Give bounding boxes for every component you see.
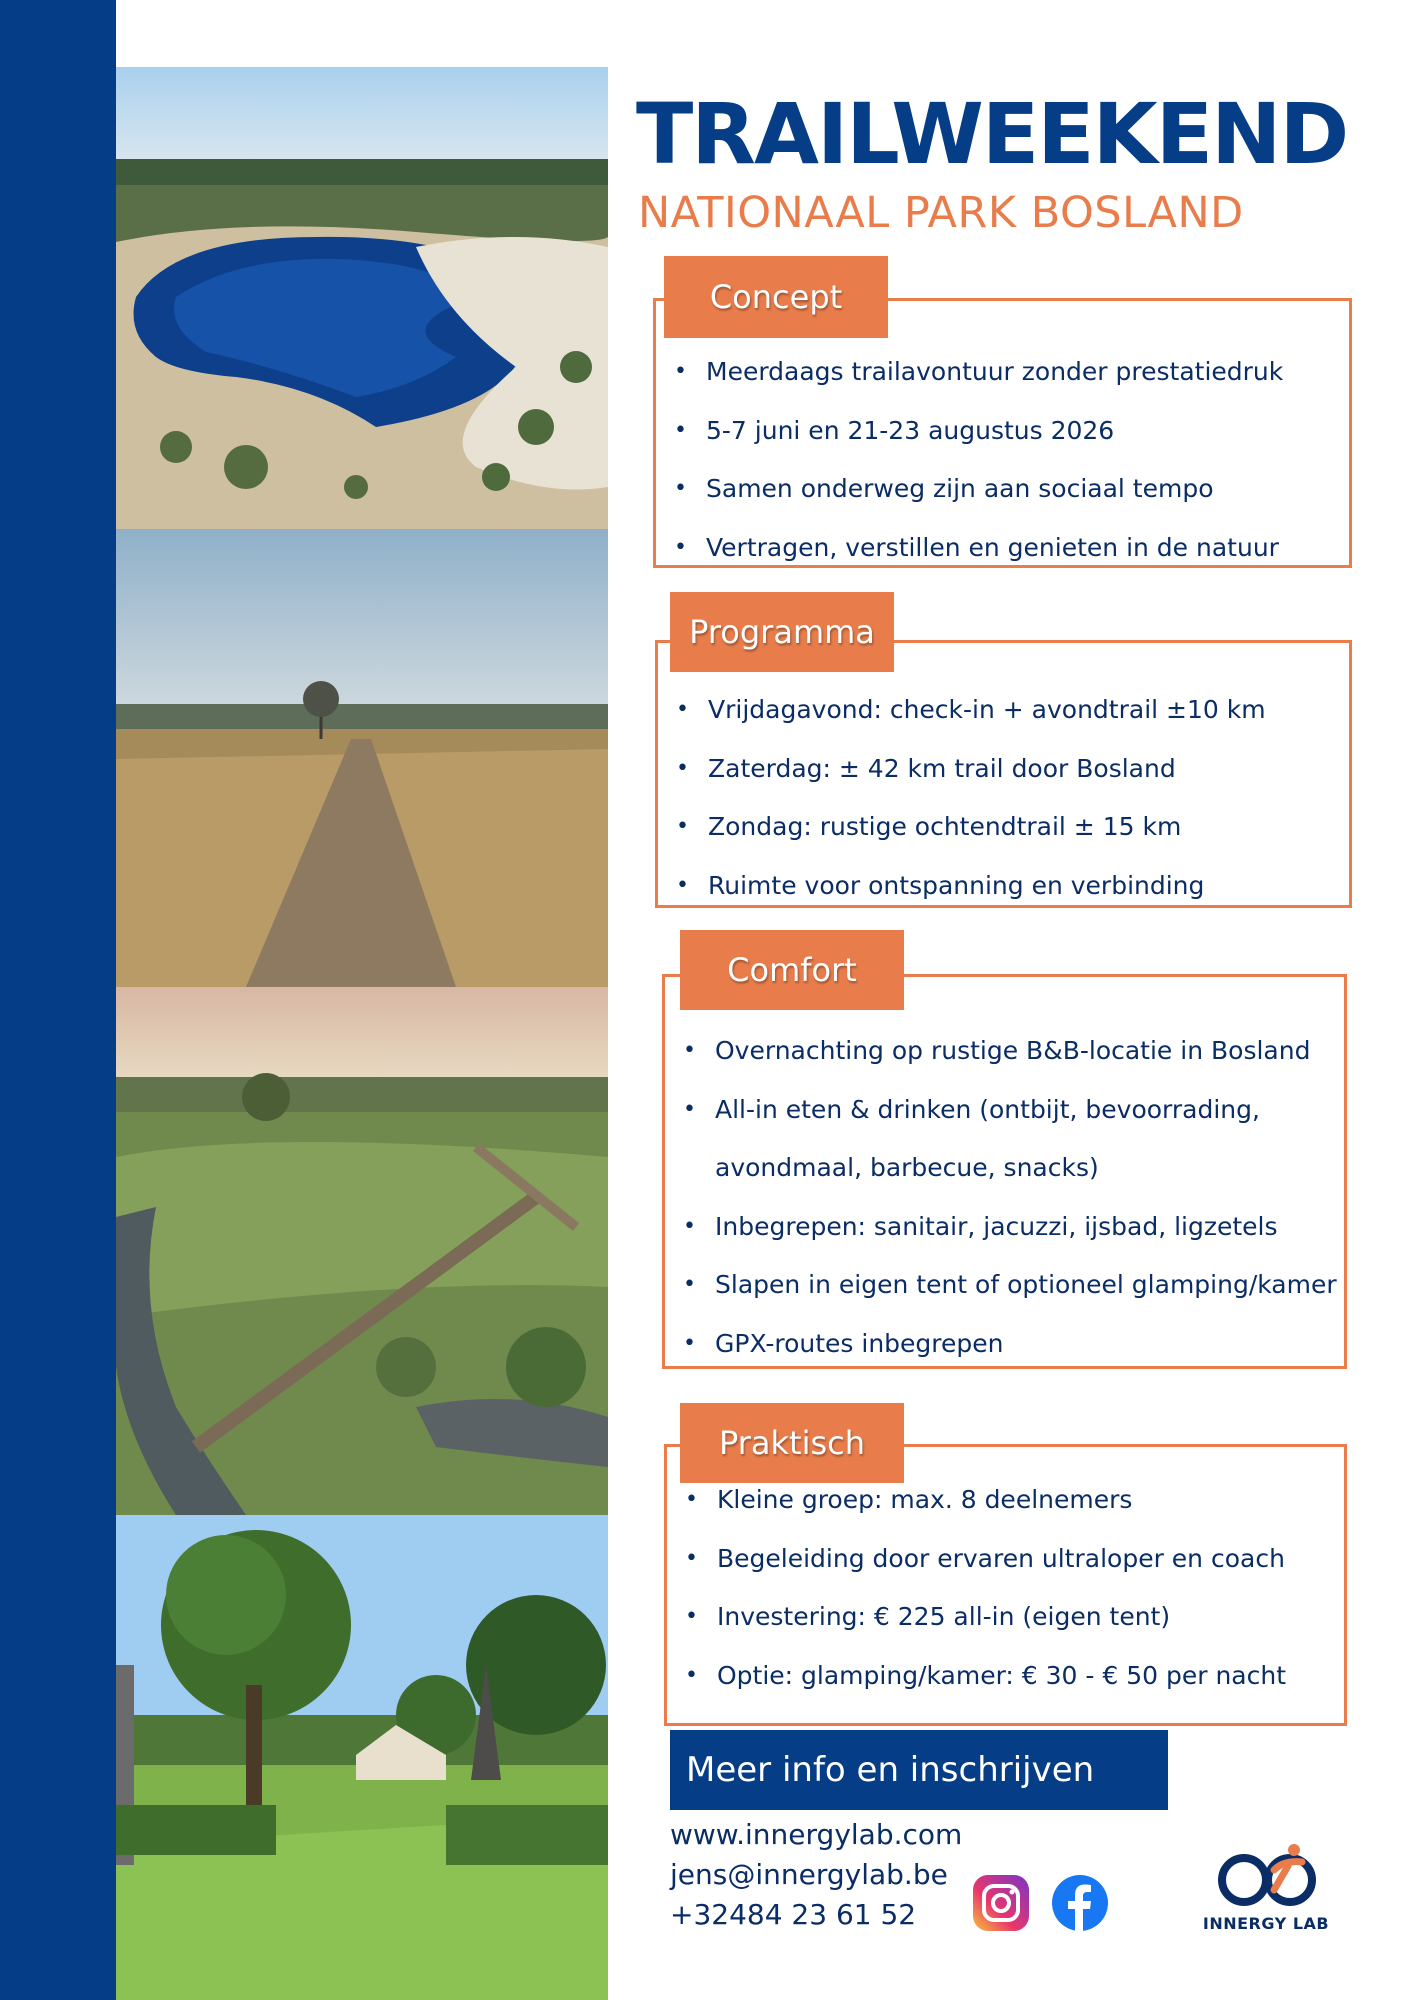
brand-name: INNERGY LAB [1202,1914,1330,1933]
section-heading-praktisch: Praktisch [680,1403,904,1483]
list-item: • Zaterdag: ± 42 km trail door Bosland [674,740,1345,799]
photo-lake-aerial [116,67,608,529]
list-item: • Ruimte voor ontspanning en verbinding [674,857,1345,916]
section-programma [655,640,1352,908]
list-item: • All-in eten & drinken (ontbijt, bevoorrading, [681,1081,1340,1140]
list-item: • Inbegrepen: sanitair, jacuzzi, ijsbad, ligzetels [681,1198,1340,1257]
list-item: • Zondag: rustige ochtendtrail ± 15 km [674,798,1345,857]
list-item-continuation: avondmaal, barbecue, snacks) [715,1153,1099,1182]
list-item: • GPX-routes inbegrepen [681,1315,1340,1374]
list-item: • 5-7 juni en 21-23 augustus 2026 [672,402,1345,461]
photo-garden-glamping [116,1515,608,2000]
list-item: • Meerdaags trailavontuur zonder prestatiedruk [672,343,1345,402]
blue-sidebar-stripe [0,0,116,2000]
photo-heath-path [116,529,608,987]
programma-list [674,681,1345,915]
section-heading-comfort: Comfort [680,930,904,1010]
list-item: • Overnachting op rustige B&B-locatie in Bosland [681,1022,1340,1081]
page-title: TRAILWEEKEND [636,85,1348,183]
phone-number[interactable]: +32484 23 61 52 [670,1898,917,1931]
website-link[interactable]: www.innergylab.com [670,1818,963,1851]
concept-list [672,343,1345,577]
photo-marsh-boardwalk [116,987,608,1515]
praktisch-list [683,1471,1340,1705]
info-signup-banner[interactable]: Meer info en inschrijven [670,1730,1168,1810]
email-link[interactable]: jens@innergylab.be [670,1858,948,1891]
section-heading-programma: Programma [670,592,894,672]
facebook-icon[interactable] [1050,1873,1110,1933]
list-item: • Slapen in eigen tent of optioneel glamping/kamer [681,1256,1340,1315]
instagram-icon[interactable] [971,1873,1031,1933]
section-concept [653,298,1352,568]
list-item: • Vrijdagavond: check-in + avondtrail ±10 km [674,681,1345,740]
list-item: • Kleine groep: max. 8 deelnemers [683,1471,1340,1530]
section-praktisch [664,1444,1347,1726]
list-item: • Investering: € 225 all-in (eigen tent) [683,1588,1340,1647]
list-item: • Begeleiding door ervaren ultraloper en coach [683,1530,1340,1589]
list-item: • Optie: glamping/kamer: € 30 - € 50 per nacht [683,1647,1340,1706]
list-item: • Vertragen, verstillen en genieten in de natuur [672,519,1345,578]
list-item: • Samen onderweg zijn aan sociaal tempo [672,460,1345,519]
section-heading-concept: Concept [664,256,888,338]
section-comfort [662,974,1347,1369]
comfort-list [681,1022,1340,1373]
page-subtitle: NATIONAAL PARK BOSLAND [638,188,1244,238]
